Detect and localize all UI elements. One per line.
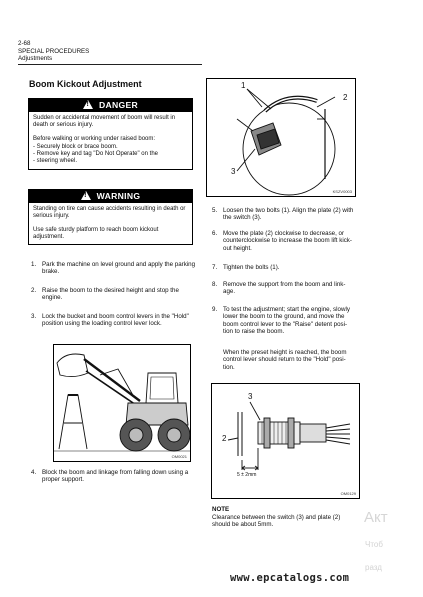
warning-triangle-icon: ! (83, 100, 93, 109)
step-3: 3. Lock the bucket and boom control levers in the "Hold" position using the loading control lever lock. (31, 313, 189, 328)
watermark-line-3: разд (365, 563, 382, 572)
callout-3: 3 (248, 392, 253, 401)
danger-list (33, 144, 188, 166)
watermark-line-1: Акт (364, 509, 388, 526)
callout-3: 3 (231, 167, 236, 176)
kickout-figure (206, 78, 356, 197)
gap-dimension: 5 ± 2mm (237, 472, 257, 478)
figure-code: OM0021 (171, 454, 187, 459)
switch-illustration (212, 384, 359, 498)
danger-header (29, 99, 192, 112)
warning-label: WARNING (96, 191, 141, 201)
figure-code: OM0129 (340, 491, 356, 496)
kickout-illustration (207, 79, 355, 196)
section-title: SPECIAL PROCEDURES (18, 47, 90, 55)
list-item: - Remove key and tag "Do Not Operate" on the (33, 151, 158, 158)
switch-figure (211, 383, 360, 499)
step-1: 1. Park the machine on level ground and apply the parking brake. (31, 261, 196, 276)
page-title: Boom Kickout Adjustment (29, 79, 142, 89)
warning-header (29, 190, 192, 203)
watermark-line-2: Чтоб (365, 540, 383, 549)
list-item: - steering wheel. (33, 158, 78, 165)
loader-illustration (54, 345, 190, 461)
note-text: Clearance between the switch (3) and plate (2) should be about 5mm. (212, 514, 341, 529)
callout-2: 2 (343, 93, 348, 102)
callout-1: 1 (241, 81, 246, 90)
step-6: 6. Move the plate (2) clockwise to decrease, or counterclockwise to increase the boom lift kick-out height. (212, 230, 352, 252)
figure-code: KSZV0003 (332, 189, 352, 194)
step-5: 5. Loosen the two bolts (1). Align the plate (2) with the switch (3). (212, 207, 354, 222)
step-9-followup: When the preset height is reached, the boom control lever should return to the "Hold" posi-tion. (223, 349, 347, 371)
callout-2: 2 (222, 434, 227, 443)
step-2: 2. Raise the boom to the desired height and stop the engine. (31, 287, 179, 302)
list-item: - Securely block or brace boom. (33, 143, 118, 150)
warning-text: Standing on tire can cause accidents resulting in death or serious injury. (33, 206, 186, 220)
subsection-title: Adjustments (18, 55, 53, 62)
header-rule (18, 64, 202, 65)
danger-text: Sudden or accidental movement of boom will result in death or serious injury. (33, 115, 176, 129)
danger-label: DANGER (98, 100, 139, 110)
step-7: 7. Tighten the bolts (1). (212, 264, 280, 271)
step-9: 9. To test the adjustment; start the engine, slowly lower the boom to the ground, and move the boom control lever to the "Raise" detent posi-tion to raise the boom. (212, 306, 350, 336)
note-heading: NOTE (212, 506, 230, 513)
loader-figure (53, 344, 191, 462)
warning-instruction: Use safe sturdy platform to reach boom kickout adjustment. (33, 226, 159, 240)
step-4: 4. Block the boom and linkage from falling down using a proper support. (31, 469, 189, 484)
warning-box (28, 189, 193, 245)
danger-box (28, 98, 193, 170)
danger-instruction: Before walking or working under raised boom: (33, 135, 156, 142)
step-8: 8. Remove the support from the boom and link-age. (212, 281, 346, 296)
warning-triangle-icon: ! (81, 191, 91, 200)
footer-url[interactable]: www.epcatalogs.com (230, 572, 350, 584)
page-number: 2-68 (18, 40, 31, 47)
